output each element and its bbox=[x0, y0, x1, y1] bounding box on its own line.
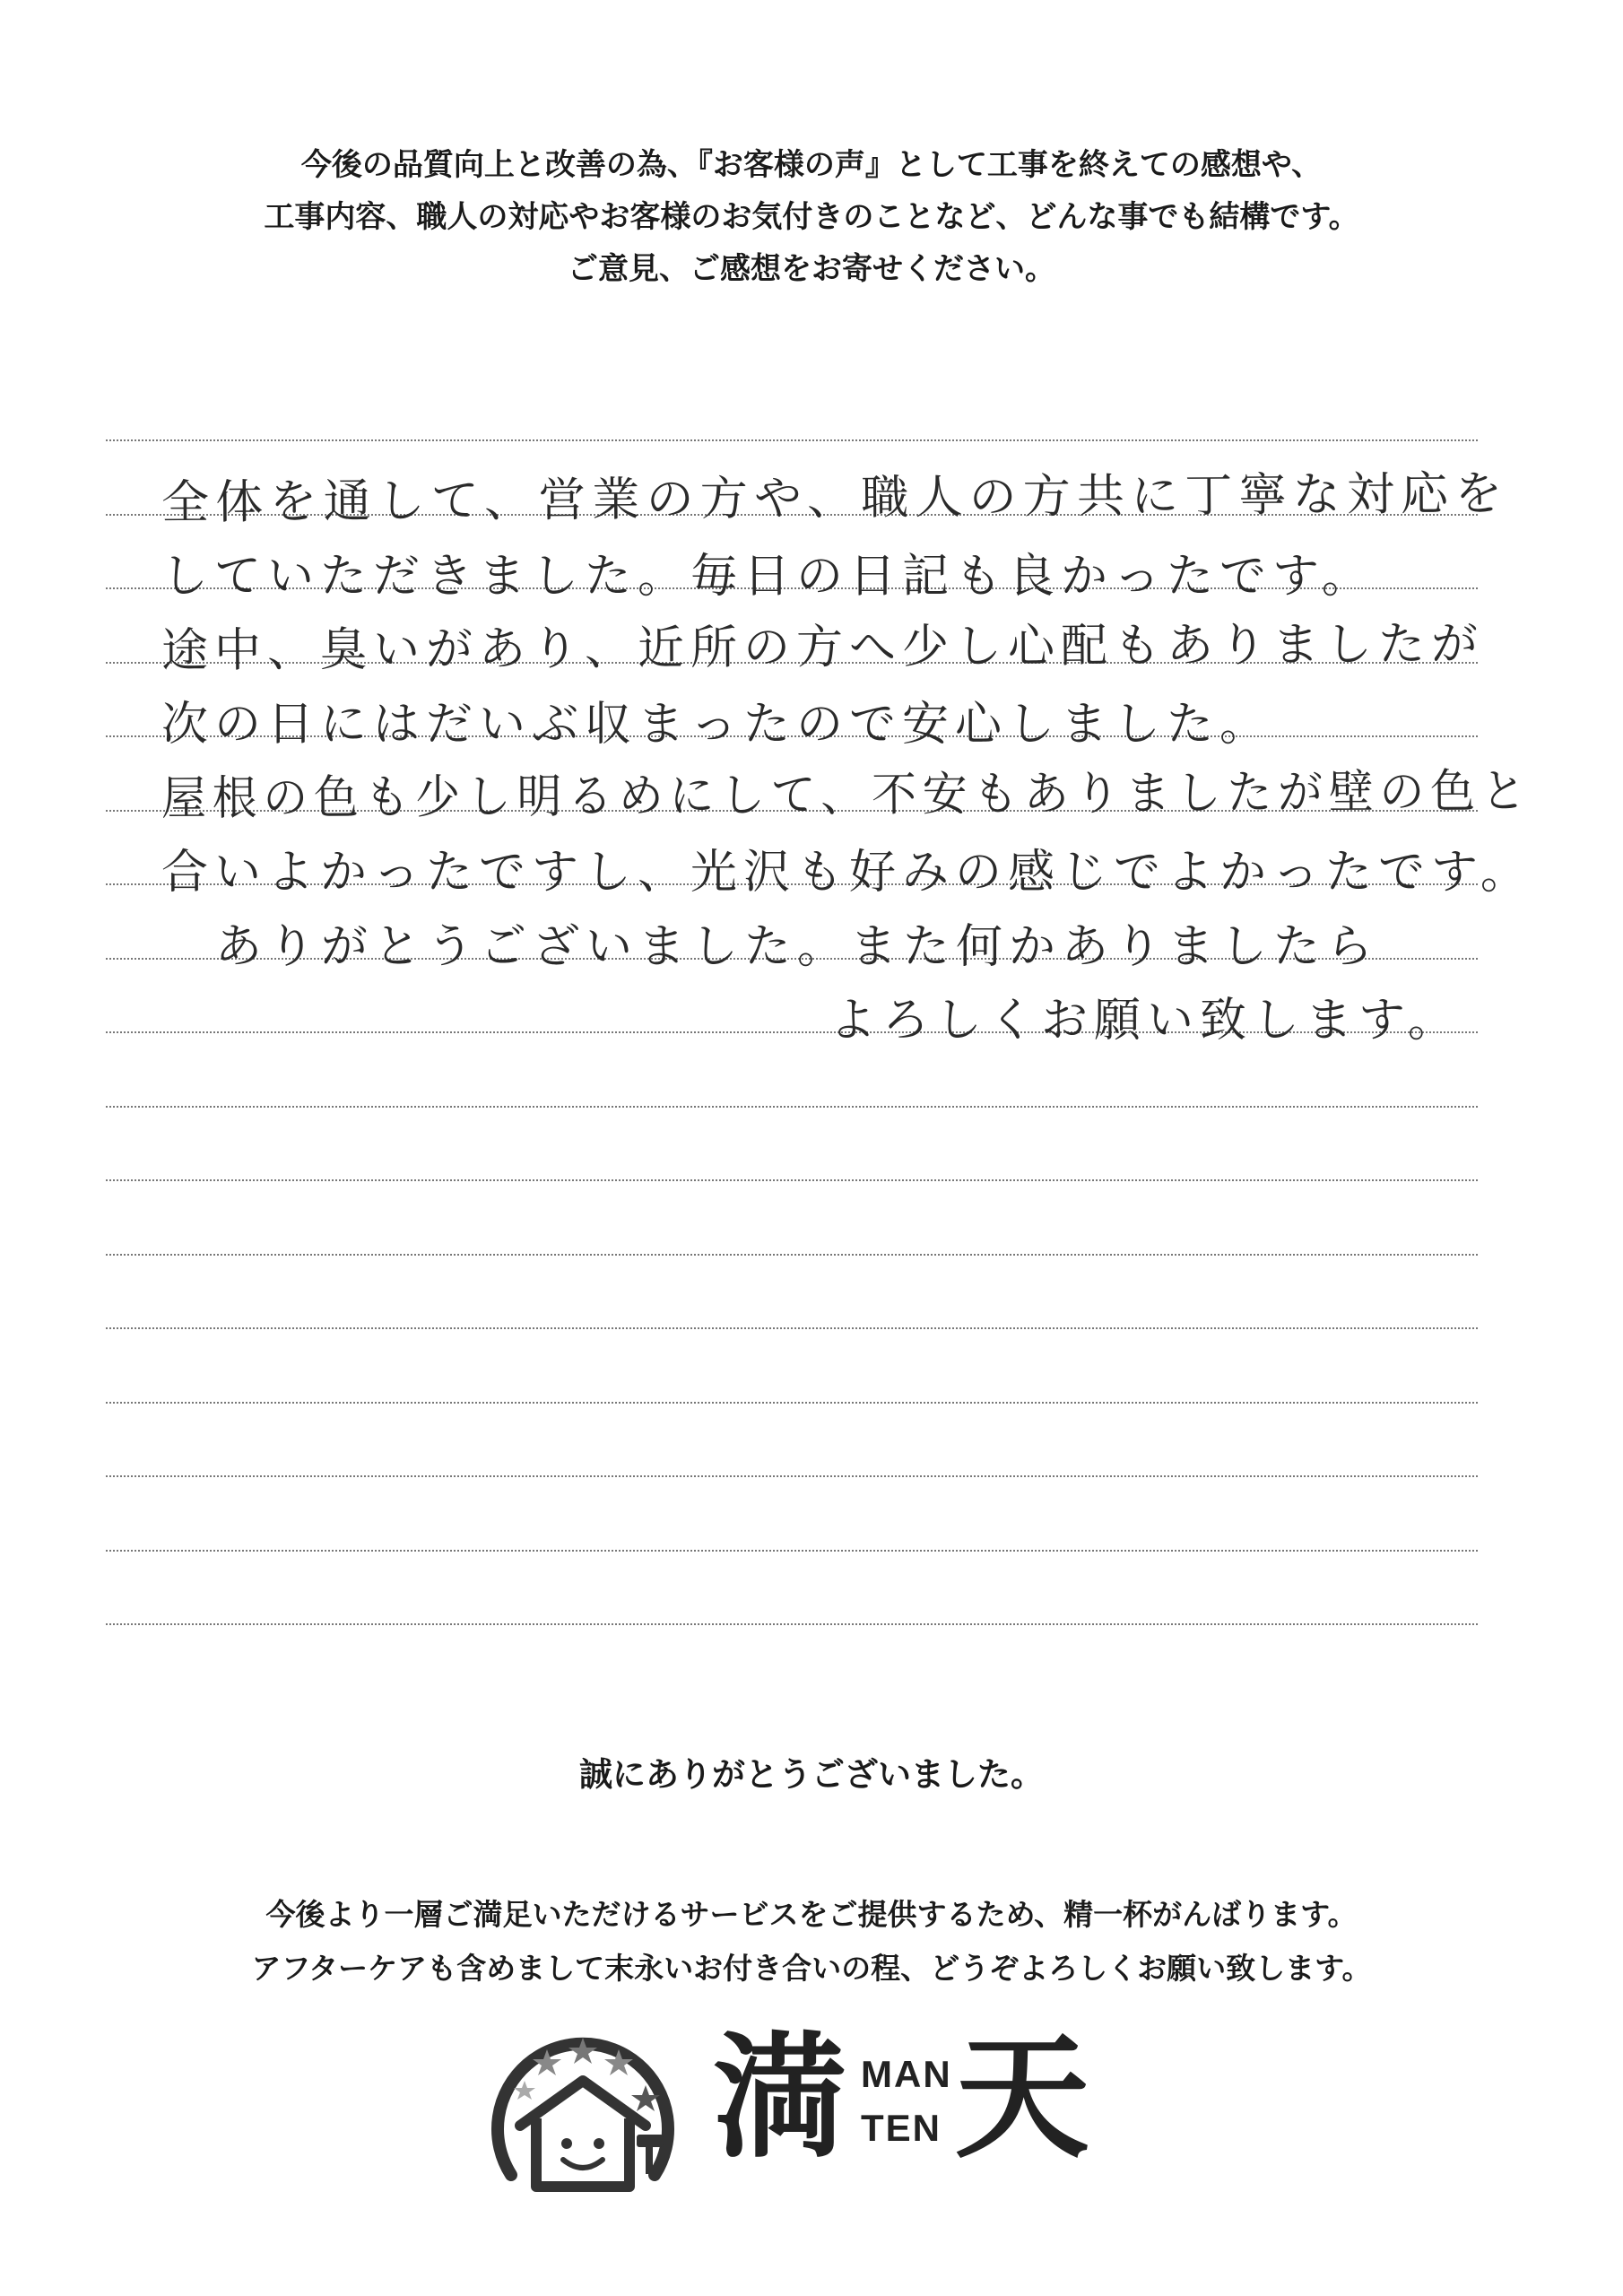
handwritten-line-1: 全体を通して、営業の方や、職人の方共に丁寧な対応を bbox=[161, 466, 1509, 530]
intro-line-2: 工事内容、職人の対応やお客様のお気付きのことなど、どんな事でも結構です。 bbox=[264, 199, 1359, 235]
logo-latin-ten: TEN bbox=[861, 2107, 942, 2149]
logo-kanji-ten: 天 bbox=[955, 2021, 1090, 2177]
handwritten-line-8: よろしくお願い致します。 bbox=[829, 994, 1461, 1048]
handwritten-line-6: 合いよかったですし、光沢も好みの感じでよかったです。 bbox=[161, 846, 1533, 900]
logo-latin-man: MAN bbox=[861, 2053, 952, 2095]
logo-kanji-man: 満 bbox=[713, 2021, 848, 2177]
rule-line bbox=[106, 1550, 1478, 1552]
house-with-stars-logo-icon bbox=[484, 2009, 681, 2206]
rule-line bbox=[106, 1475, 1478, 1477]
rule-line bbox=[106, 1254, 1478, 1256]
rule-line bbox=[106, 1327, 1478, 1329]
handwritten-line-2: していただきました。毎日の日記も良かったです。 bbox=[161, 550, 1375, 604]
closing-text bbox=[0, 1888, 1623, 1996]
intro-line-1: 今後の品質向上と改善の為、『お客様の声』として工事を終えての感想や、 bbox=[300, 147, 1323, 183]
closing-line-2: アフターケアも含めまして末永いお付き合いの程、どうぞよろしくお願い致します。 bbox=[251, 1951, 1372, 1986]
rule-line bbox=[106, 1106, 1478, 1108]
closing-line-1: 今後より一層ご満足いただけるサービスをご提供するため、精一杯がんばります。 bbox=[265, 1897, 1358, 1932]
handwritten-line-3: 途中、臭いがあり、近所の方へ少し心配もありましたが bbox=[161, 617, 1485, 678]
rule-line bbox=[106, 1402, 1478, 1404]
handwritten-line-4: 次の日にはだいぶ収まったので安心しました。 bbox=[161, 698, 1273, 752]
intro-line-3: ご意見、ご感想をお寄せください。 bbox=[568, 251, 1055, 287]
rule-line bbox=[106, 439, 1478, 441]
handwritten-line-5: 屋根の色も少し明るめにして、不安もありましたが壁の色と bbox=[161, 764, 1532, 826]
rule-line bbox=[106, 1179, 1478, 1181]
handwritten-line-7: ありがとうございました。また何かありましたら bbox=[215, 920, 1380, 974]
thanks-message: 誠にありがとうございました。 bbox=[579, 1755, 1044, 1794]
rule-line bbox=[106, 1623, 1478, 1625]
